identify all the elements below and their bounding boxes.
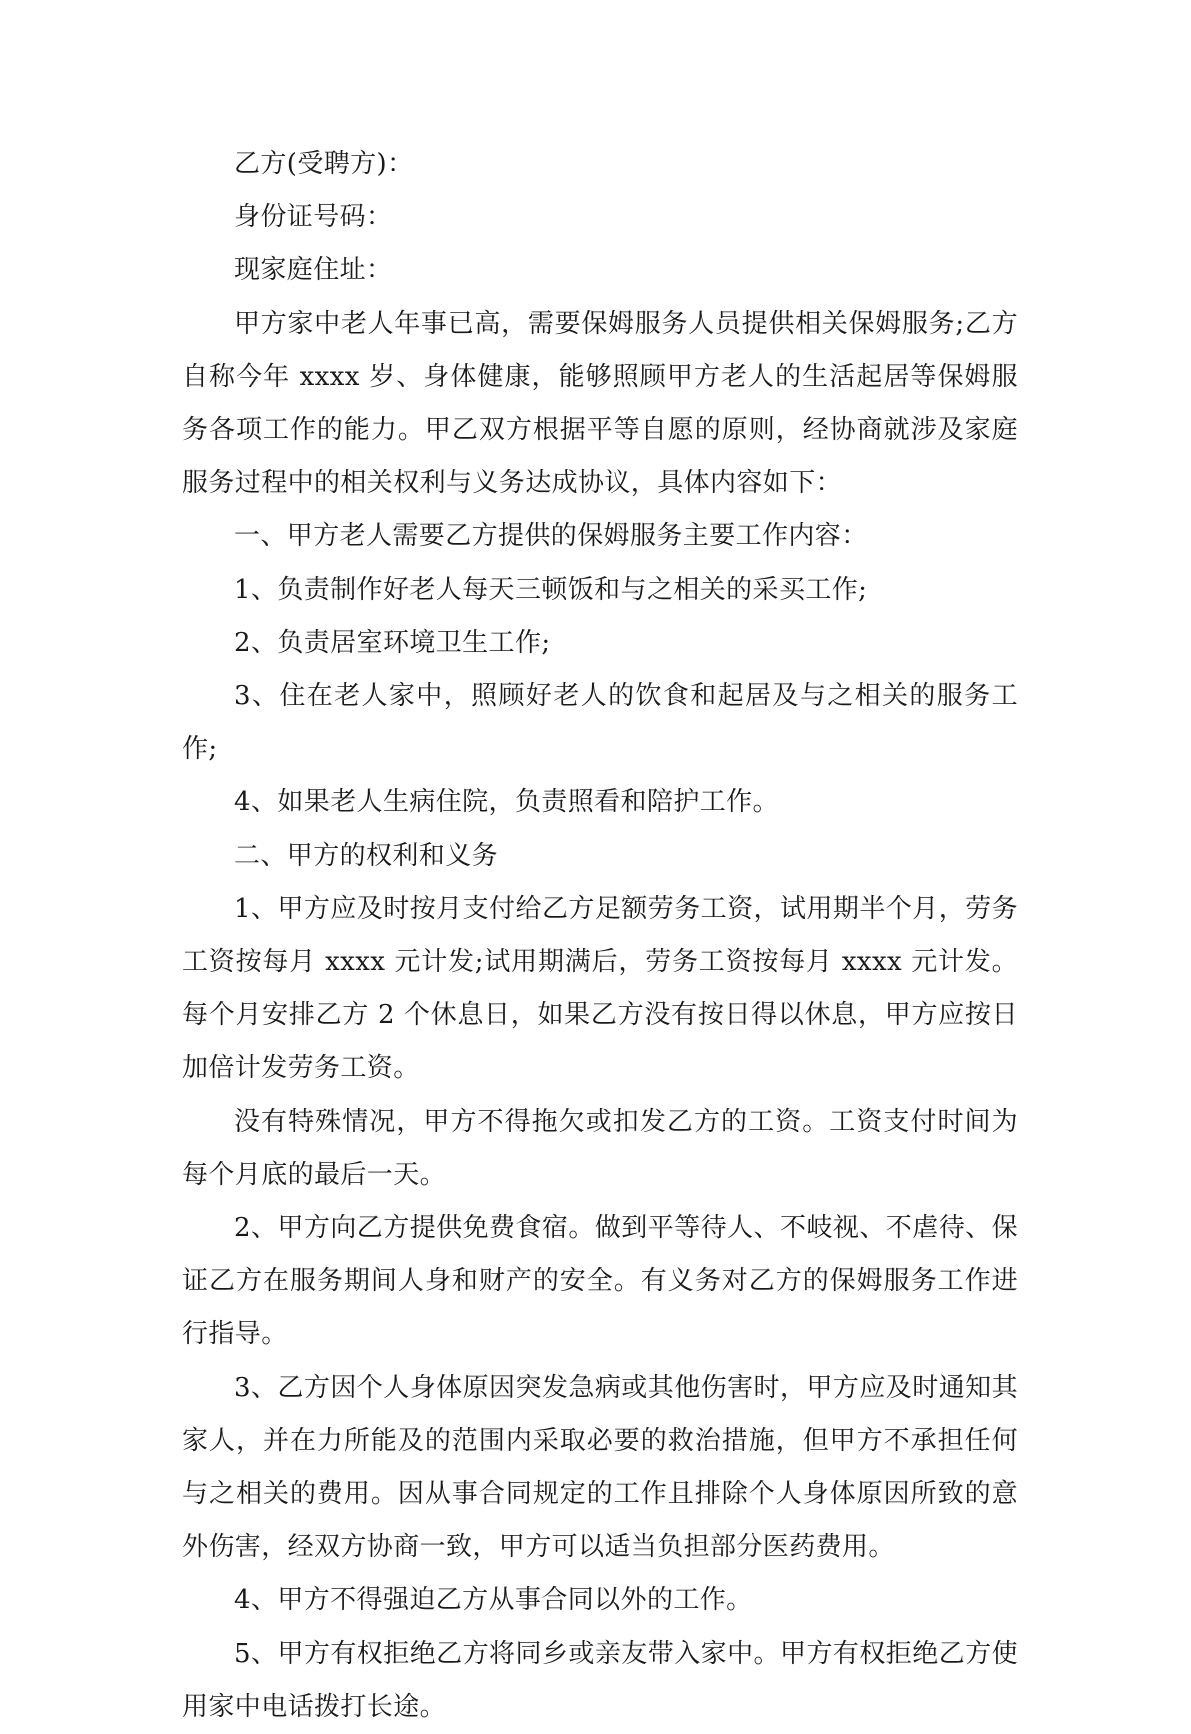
work-item-4: 4、如果老人生病住院，负责照看和陪护工作。 (234, 787, 779, 818)
party-a-clause-1: 1、甲方应及时按月支付给乙方足额劳务工资，试用期半个月，劳务工资按每月 xxxx 元计发;试用期满后，劳务工资按每月 xxxx 元计发。每个月安排乙方 2 个休息日，如果乙方没有按日得以休息，甲方应按日加倍计发劳务工资。 (182, 893, 1018, 1084)
preamble-paragraph: 甲方家中老人年事已高，需要保姆服务人员提供相关保姆服务;乙方自称今年 xxxx 岁、身体健康，能够照顾甲方老人的生活起居等保姆服务各项工作的能力。甲乙双方根据平等自愿的原则，经协商就涉及家庭服务过程中的相关权利与义务达成协议，具体内容如下： (182, 308, 1018, 499)
work-item-2: 2、负责居室环境卫生工作; (234, 627, 551, 658)
work-item-3: 3、住在老人家中，照顾好老人的饮食和起居及与之相关的服务工作; (182, 681, 1018, 765)
section-heading-work-content: 一、甲方老人需要乙方提供的保姆服务主要工作内容： (234, 521, 868, 552)
party-a-clause-4: 4、甲方不得强迫乙方从事合同以外的工作。 (234, 1585, 753, 1616)
party-a-clause-5: 5、甲方有权拒绝乙方将同乡或亲友带入家中。甲方有权拒绝乙方使用家中电话拨打长途。 (182, 1638, 1018, 1722)
party-a-clause-1-continued: 没有特殊情况，甲方不得拖欠或扣发乙方的工资。工资支付时间为每个月底的最后一天。 (182, 1106, 1018, 1190)
party-a-clause-2: 2、甲方向乙方提供免费食宿。做到平等待人、不岐视、不虐待、保证乙方在服务期间人身和财产的安全。有义务对乙方的保姆服务工作进行指导。 (182, 1213, 1018, 1350)
id-number-label: 身份证号码： (234, 202, 393, 233)
document-body (182, 138, 1018, 1734)
home-address-label: 现家庭住址： (234, 255, 393, 286)
party-b-label: 乙方(受聘方)： (234, 149, 414, 179)
section-heading-party-a-rights: 二、甲方的权利和义务 (234, 840, 499, 871)
work-item-1: 1、负责制作好老人每天三顿饭和与之相关的采买工作; (234, 574, 868, 605)
party-a-clause-3: 3、乙方因个人身体原因突发急病或其他伤害时，甲方应及时通知其家人，并在力所能及的范围内采取必要的救治措施，但甲方不承担任何与之相关的费用。因从事合同规定的工作且排除个人身体原因所致的意外伤害，经双方协商一致，甲方可以适当负担部分医药费用。 (182, 1372, 1018, 1563)
